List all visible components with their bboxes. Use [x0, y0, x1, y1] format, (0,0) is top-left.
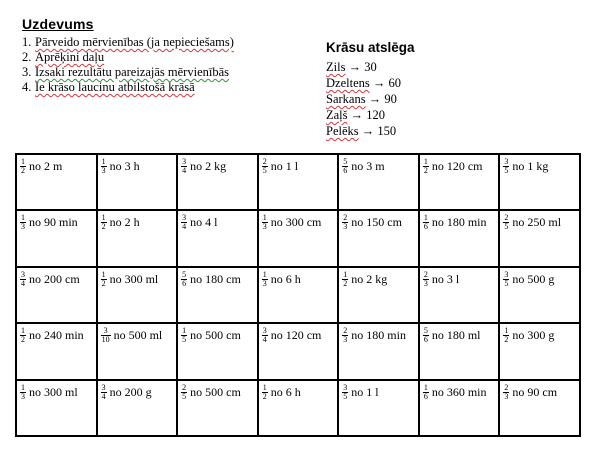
fraction — [262, 327, 268, 344]
cell-content — [342, 327, 406, 344]
fraction-denominator: 2 — [343, 278, 348, 288]
cell-text: no 6 h — [270, 271, 301, 286]
cell-text: no 3 l — [431, 271, 460, 286]
cell-text: no 500 cm — [190, 328, 241, 343]
task-item: 1. Pārveido mērvienības (ja nepieciešams) — [22, 35, 234, 49]
task-item: 4. Ie krāso laucinu atbilstošā krāsā — [22, 80, 195, 94]
task-section — [22, 16, 234, 95]
fraction-numerator: 3 — [504, 269, 509, 279]
fraction-denominator: 2 — [423, 166, 428, 175]
fraction-numerator: 2 — [262, 157, 267, 166]
fraction — [423, 384, 429, 401]
cell-content — [101, 327, 163, 344]
cell-text: no 4 l — [190, 215, 218, 230]
cell-content — [423, 384, 487, 401]
task-item-text: Pārveido mērvienības (ja nepieciešams) — [35, 35, 234, 49]
cell-text: no 1 l — [270, 159, 299, 173]
fraction-denominator: 2 — [101, 278, 106, 288]
cell-content — [503, 384, 557, 401]
fraction-numerator: 3 — [504, 157, 509, 166]
grid-cell[interactable] — [500, 268, 579, 322]
cell-content — [503, 271, 554, 288]
cell-content — [342, 271, 387, 288]
fraction-numerator: 2 — [423, 269, 428, 279]
fraction — [101, 158, 107, 175]
color-key-section — [326, 40, 415, 139]
fraction — [423, 327, 429, 344]
fraction-denominator: 6 — [423, 335, 428, 345]
grid-cell[interactable] — [420, 268, 499, 322]
cell-text: no 250 ml — [512, 215, 562, 230]
fraction — [503, 158, 509, 175]
fraction — [262, 214, 268, 231]
fraction-denominator: 5 — [262, 166, 267, 175]
fraction-numerator: 1 — [423, 213, 428, 223]
fraction-numerator: 1 — [21, 213, 25, 223]
cell-text: no 120 cm — [431, 159, 483, 173]
fraction — [20, 271, 26, 288]
cell-text: no 300 ml — [29, 384, 78, 399]
grid-cell[interactable] — [178, 211, 257, 265]
fraction-denominator: 3 — [343, 222, 348, 232]
cell-content — [423, 214, 487, 231]
cell-content — [181, 271, 241, 288]
grid-cell[interactable] — [420, 211, 499, 265]
fraction-numerator: 1 — [182, 326, 187, 336]
grid-cell[interactable] — [339, 268, 418, 322]
cell-content — [101, 158, 140, 175]
fraction-denominator: 10 — [101, 335, 110, 345]
grid-cell[interactable] — [420, 155, 499, 209]
fraction — [181, 214, 187, 231]
cell-text: no 150 cm — [351, 215, 402, 230]
color-key-list — [326, 59, 415, 139]
fraction — [262, 384, 268, 401]
cell-content — [181, 327, 241, 344]
cell-content — [262, 384, 301, 401]
task-list — [22, 35, 234, 95]
fraction — [181, 327, 187, 344]
cell-text: no 300 g — [512, 328, 555, 343]
fraction-numerator: 2 — [343, 213, 348, 223]
grid-cell[interactable] — [17, 381, 96, 435]
fraction — [101, 327, 111, 344]
cell-text: no 90 cm — [512, 384, 558, 399]
grid-cell[interactable] — [178, 155, 257, 209]
fraction — [20, 327, 26, 344]
fraction-denominator: 5 — [182, 335, 187, 345]
fraction-denominator: 6 — [182, 278, 187, 288]
cell-content — [181, 158, 226, 175]
fraction-numerator: 3 — [182, 213, 187, 223]
fraction-denominator: 3 — [21, 391, 25, 401]
fraction-denominator: 3 — [262, 222, 267, 232]
cell-content — [342, 384, 378, 401]
fraction-numerator: 1 — [262, 382, 267, 392]
fraction-denominator: 4 — [182, 222, 187, 232]
task-item: 3. Izsaki rezultātu pareizajās mērvienībās — [22, 65, 230, 79]
grid-cell[interactable] — [259, 381, 338, 435]
fraction — [181, 384, 187, 401]
cell-content — [181, 384, 241, 401]
color-key-item: Sarkans → 90 — [326, 92, 397, 106]
fraction-denominator: 4 — [262, 335, 267, 345]
color-key-title: Krāsu atslēga — [326, 40, 415, 55]
fraction-denominator: 6 — [423, 222, 428, 232]
cell-content — [101, 271, 159, 288]
fraction-numerator: 2 — [504, 213, 509, 223]
color-key-item: Zils → 30 — [326, 60, 377, 74]
grid-cell[interactable] — [178, 381, 257, 435]
cell-content — [503, 214, 561, 231]
cell-text: no 360 min — [431, 384, 487, 399]
cell-text: no 300 cm — [270, 215, 322, 230]
grid-cell[interactable] — [259, 211, 338, 265]
fraction-numerator: 1 — [21, 157, 25, 166]
cell-text: no 200 g — [109, 384, 152, 399]
cell-content — [262, 214, 322, 231]
fraction — [101, 271, 107, 288]
fraction-numerator: 2 — [343, 326, 348, 336]
fraction-numerator: 5 — [182, 269, 187, 279]
color-key-item: Zaļš → 120 — [326, 108, 386, 122]
fraction-denominator: 3 — [21, 222, 25, 232]
fraction — [423, 214, 429, 231]
task-title: Uzdevums — [22, 16, 94, 32]
fraction — [342, 327, 348, 344]
fraction-numerator: 1 — [343, 269, 348, 279]
cell-content — [342, 214, 402, 231]
fraction-denominator: 2 — [21, 166, 25, 175]
cell-text: no 2 h — [109, 215, 140, 230]
fraction-numerator: 3 — [21, 269, 25, 279]
fraction-numerator: 3 — [262, 326, 267, 336]
fraction-denominator: 6 — [423, 391, 428, 401]
fraction-denominator: 2 — [262, 391, 267, 401]
grid-cell[interactable] — [17, 155, 96, 209]
grid-cell[interactable] — [98, 268, 177, 322]
cell-text: no 180 cm — [190, 271, 241, 286]
cell-text: no 500 cm — [190, 384, 241, 399]
fraction-numerator: 1 — [21, 326, 25, 336]
fraction-denominator: 2 — [101, 222, 106, 232]
grid-cell[interactable] — [339, 324, 418, 378]
fraction — [342, 384, 348, 401]
fraction — [181, 158, 187, 175]
grid-cell[interactable] — [17, 324, 96, 378]
cell-text: no 3 m — [351, 159, 385, 173]
fraction-numerator: 1 — [504, 326, 509, 336]
fraction — [503, 214, 509, 231]
cell-text: no 500 ml — [113, 328, 163, 343]
cell-content — [101, 384, 152, 401]
fraction-denominator: 5 — [182, 391, 187, 401]
grid-cell[interactable] — [420, 381, 499, 435]
grid-cell[interactable] — [259, 324, 338, 378]
fraction-denominator: 4 — [21, 278, 25, 288]
cell-text: no 1 kg — [512, 159, 549, 173]
fraction-denominator: 3 — [101, 166, 106, 175]
fraction-numerator: 1 — [101, 157, 106, 166]
worksheet-grid — [15, 153, 581, 437]
cell-text: no 200 cm — [29, 271, 80, 286]
cell-text: no 500 g — [512, 271, 555, 286]
fraction — [20, 214, 26, 231]
cell-content — [20, 271, 80, 288]
cell-content — [423, 158, 483, 175]
cell-text: no 180 min — [431, 215, 487, 230]
fraction — [20, 384, 26, 401]
fraction-denominator: 5 — [343, 391, 348, 401]
cell-content — [503, 158, 548, 175]
grid-cell[interactable] — [178, 268, 257, 322]
fraction-denominator: 5 — [504, 166, 509, 175]
fraction-numerator: 3 — [343, 382, 348, 392]
fraction-denominator: 4 — [182, 166, 187, 175]
cell-text: no 6 h — [270, 384, 301, 399]
fraction-denominator: 2 — [21, 335, 25, 345]
cell-text: no 1 l — [351, 384, 379, 399]
fraction-denominator: 4 — [101, 391, 106, 401]
cell-text: no 180 min — [351, 328, 406, 343]
grid-cell[interactable] — [339, 211, 418, 265]
cell-text: no 300 ml — [109, 271, 159, 286]
fraction — [503, 327, 509, 344]
cell-text: no 2 m — [29, 159, 63, 173]
fraction — [101, 384, 107, 401]
fraction — [342, 158, 348, 175]
fraction — [262, 271, 268, 288]
fraction — [20, 158, 26, 175]
grid-cell[interactable] — [98, 381, 177, 435]
color-key-item: Dzeltens → 60 — [326, 76, 401, 90]
task-item-text: Ie krāso laucinu atbilstošā krāsā — [35, 80, 195, 94]
cell-content — [20, 214, 78, 231]
grid-cell[interactable] — [339, 381, 418, 435]
cell-content — [262, 158, 298, 175]
fraction-numerator: 1 — [262, 269, 267, 279]
cell-content — [503, 327, 554, 344]
cell-text: no 90 min — [29, 215, 78, 230]
grid-cell[interactable] — [420, 324, 499, 378]
cell-text: no 180 ml — [431, 328, 481, 343]
task-item: 2. Aprēķini daļu — [22, 50, 105, 64]
fraction-numerator: 5 — [423, 326, 428, 336]
fraction-numerator: 3 — [101, 382, 106, 392]
cell-content — [101, 214, 140, 231]
cell-content — [262, 327, 322, 344]
fraction — [423, 158, 429, 175]
fraction — [262, 158, 268, 175]
fraction-numerator: 1 — [21, 382, 25, 392]
cell-text: no 2 kg — [190, 159, 227, 173]
fraction-denominator: 2 — [504, 335, 509, 345]
cell-content — [423, 327, 481, 344]
fraction-numerator: 1 — [423, 157, 428, 166]
fraction — [342, 214, 348, 231]
cell-content — [20, 327, 84, 344]
fraction-denominator: 5 — [504, 278, 509, 288]
fraction-denominator: 3 — [262, 278, 267, 288]
fraction — [181, 271, 187, 288]
grid-cell[interactable] — [500, 211, 579, 265]
fraction-numerator: 1 — [101, 213, 106, 223]
grid-cell[interactable] — [178, 324, 257, 378]
grid-cell[interactable] — [17, 268, 96, 322]
cell-text: no 2 kg — [351, 271, 388, 286]
grid-cell[interactable] — [98, 155, 177, 209]
fraction-numerator: 2 — [504, 382, 509, 392]
grid-cell[interactable] — [98, 324, 177, 378]
fraction-numerator: 3 — [182, 157, 187, 166]
cell-content — [20, 158, 62, 175]
fraction-denominator: 3 — [504, 391, 509, 401]
fraction-numerator: 1 — [101, 269, 106, 279]
fraction-denominator: 3 — [343, 335, 348, 345]
fraction-denominator: 6 — [343, 166, 348, 175]
cell-content — [262, 271, 301, 288]
task-item-text: Izsaki rezultātu pareizajās mērvienībās — [35, 65, 230, 79]
fraction-numerator: 1 — [423, 382, 428, 392]
fraction-numerator: 2 — [182, 382, 187, 392]
cell-content — [423, 271, 459, 288]
fraction — [503, 271, 509, 288]
fraction-numerator: 5 — [343, 157, 348, 166]
fraction-denominator: 3 — [423, 278, 428, 288]
grid-cell[interactable] — [500, 381, 579, 435]
cell-text: no 3 h — [109, 159, 140, 173]
grid-cell[interactable] — [259, 155, 338, 209]
fraction-numerator: 1 — [262, 213, 267, 223]
grid-cell[interactable] — [17, 211, 96, 265]
grid-cell[interactable] — [259, 268, 338, 322]
cell-content — [181, 214, 217, 231]
color-key-item: Pelēks → 150 — [326, 124, 397, 138]
grid-cell[interactable] — [500, 155, 579, 209]
cell-text: no 240 min — [29, 328, 84, 343]
fraction-denominator: 5 — [504, 222, 509, 232]
cell-content — [342, 158, 384, 175]
fraction — [342, 271, 348, 288]
fraction — [423, 271, 429, 288]
grid-cell[interactable] — [98, 211, 177, 265]
task-item-text: Aprēķini daļu — [35, 50, 105, 64]
fraction — [101, 214, 107, 231]
grid-cell[interactable] — [339, 155, 418, 209]
cell-content — [20, 384, 78, 401]
fraction-numerator: 3 — [103, 326, 108, 336]
fraction — [503, 384, 509, 401]
grid-cell[interactable] — [500, 324, 579, 378]
cell-text: no 120 cm — [270, 328, 322, 343]
